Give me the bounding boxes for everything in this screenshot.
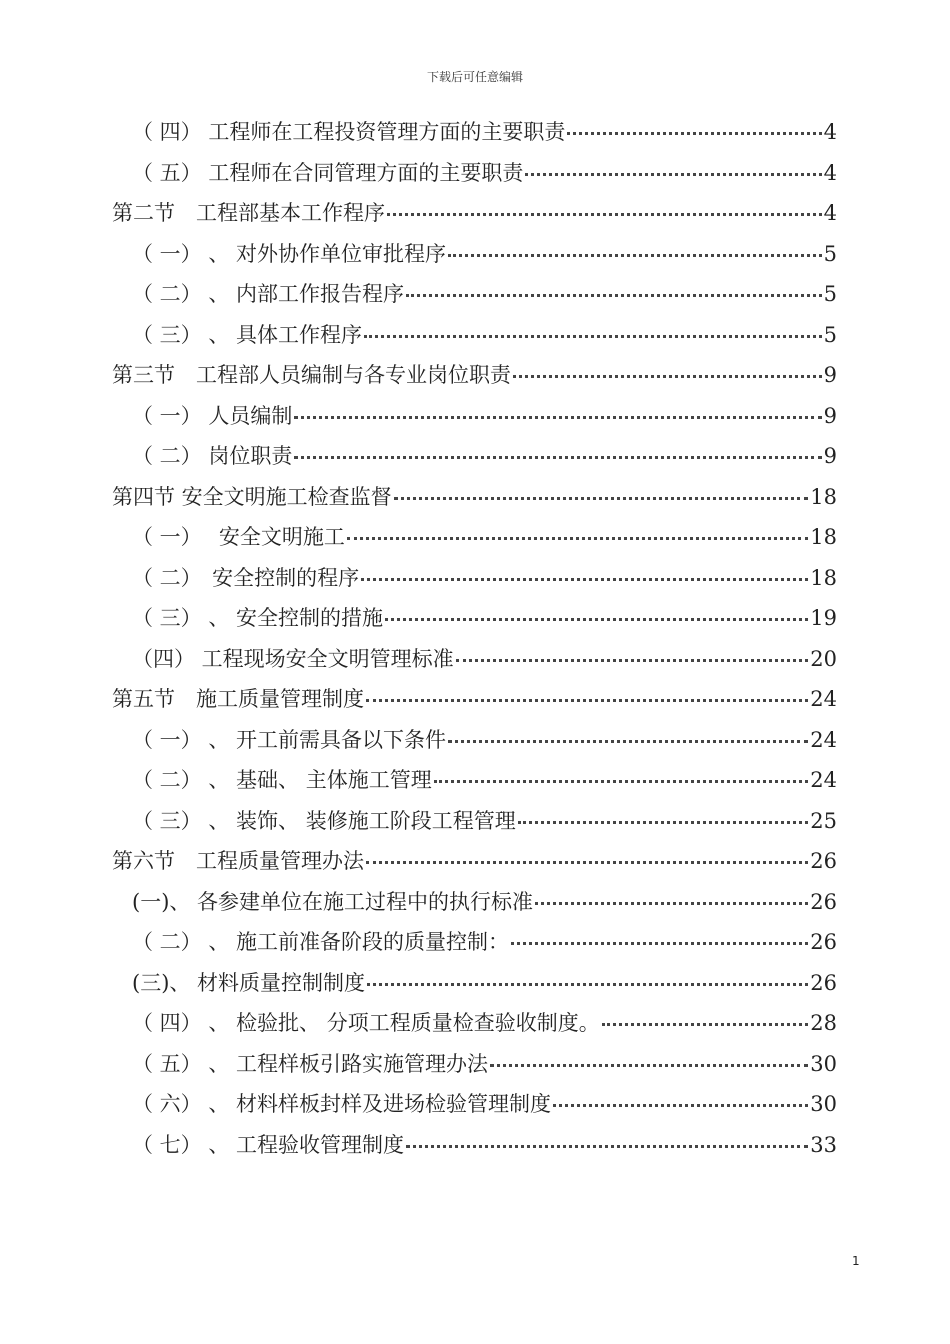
toc-entry-title: （ 二） 、 施工前准备阶段的质量控制： — [132, 930, 510, 954]
toc-dot-leader — [511, 942, 808, 945]
toc-dot-leader — [294, 456, 821, 459]
table-of-contents — [112, 116, 837, 1169]
toc-entry[interactable] — [112, 683, 837, 724]
toc-entry-title: 第六节 工程质量管理办法 — [112, 849, 364, 873]
toc-entry-title: （ 一） 、 对外协作单位审批程序 — [132, 241, 447, 266]
toc-entry-page: 18 — [810, 525, 837, 549]
toc-dot-leader — [367, 983, 808, 986]
toc-entry-title: （ 七） 、 工程验收管理制度 — [132, 1132, 405, 1157]
toc-entry[interactable] — [112, 1088, 837, 1129]
toc-entry-page: 4 — [823, 160, 837, 185]
toc-entry-page: 5 — [823, 241, 837, 266]
toc-entry[interactable] — [112, 521, 837, 562]
toc-dot-leader — [513, 375, 822, 378]
toc-entry[interactable] — [112, 278, 837, 319]
toc-dot-leader — [366, 861, 808, 864]
toc-entry-page: 9 — [823, 444, 837, 468]
toc-entry-title: （ 三） 、 装饰、 装修施工阶段工程管理 — [132, 808, 516, 833]
toc-dot-leader — [448, 254, 822, 257]
toc-entry[interactable] — [112, 1129, 837, 1170]
toc-entry[interactable] — [112, 643, 837, 684]
toc-entry-title: (一)、 各参建单位在施工过程中的执行标准 — [132, 889, 534, 914]
toc-dot-leader — [406, 1145, 808, 1148]
toc-dot-leader — [385, 618, 808, 621]
toc-entry-title: 第五节 施工质量管理制度 — [112, 687, 364, 711]
toc-entry[interactable] — [112, 440, 837, 481]
toc-dot-leader — [294, 416, 821, 419]
toc-entry[interactable] — [112, 1048, 837, 1089]
toc-entry[interactable] — [112, 319, 837, 360]
toc-entry-title: （ 二） 岗位职责 — [132, 444, 293, 468]
toc-entry-page: 26 — [810, 930, 837, 954]
toc-entry[interactable] — [112, 805, 837, 846]
toc-entry[interactable] — [112, 481, 837, 522]
toc-entry[interactable] — [112, 602, 837, 643]
toc-entry-title: （ 四） 工程师在工程投资管理方面的主要职责 — [132, 120, 566, 144]
toc-entry[interactable] — [112, 400, 837, 441]
toc-entry-page: 5 — [823, 282, 837, 306]
toc-entry-page: 9 — [823, 363, 837, 387]
toc-entry[interactable] — [112, 359, 837, 400]
toc-dot-leader — [394, 497, 809, 500]
toc-entry-page: 33 — [810, 1132, 837, 1157]
toc-entry-page: 30 — [810, 1051, 837, 1076]
toc-dot-leader — [347, 537, 808, 540]
toc-dot-leader — [434, 780, 809, 783]
toc-dot-leader — [602, 1023, 809, 1026]
toc-entry-page: 26 — [810, 970, 837, 995]
toc-dot-leader — [366, 699, 808, 702]
toc-entry[interactable] — [112, 764, 837, 805]
toc-entry-page: 18 — [810, 484, 837, 509]
toc-entry-page: 24 — [810, 768, 837, 792]
toc-entry[interactable] — [112, 926, 837, 967]
toc-entry[interactable] — [112, 238, 837, 279]
toc-entry[interactable] — [112, 967, 837, 1008]
toc-entry-title: （ 一） 安全文明施工 — [132, 525, 345, 549]
toc-entry-page: 28 — [810, 1011, 837, 1035]
toc-dot-leader — [406, 294, 822, 297]
toc-dot-leader — [553, 1104, 808, 1107]
toc-dot-leader — [456, 659, 809, 662]
toc-entry[interactable] — [112, 845, 837, 886]
toc-entry-title: （ 二） 、 基础、 主体施工管理 — [132, 768, 432, 792]
toc-entry-title: （四） 工程现场安全文明管理标准 — [132, 646, 454, 671]
toc-entry[interactable] — [112, 157, 837, 198]
toc-entry[interactable] — [112, 724, 837, 765]
toc-entry[interactable] — [112, 562, 837, 603]
toc-entry-title: （ 四） 、 检验批、 分项工程质量检查验收制度。 — [132, 1011, 600, 1035]
toc-entry-page: 5 — [823, 322, 837, 347]
toc-entry-page: 9 — [823, 403, 837, 428]
toc-entry-page: 18 — [810, 565, 837, 590]
toc-entry-title: （ 二） 、 内部工作报告程序 — [132, 282, 405, 306]
page-number: 1 — [852, 1254, 860, 1268]
toc-dot-leader — [387, 213, 822, 216]
toc-entry[interactable] — [112, 886, 837, 927]
toc-dot-leader — [535, 902, 808, 905]
toc-entry-title: 第二节 工程部基本工作程序 — [112, 201, 385, 225]
toc-entry-title: （ 六） 、 材料样板封样及进场检验管理制度 — [132, 1092, 552, 1116]
toc-dot-leader — [518, 821, 809, 824]
document-header-note: 下载后可任意编辑 — [426, 70, 523, 84]
toc-dot-leader — [448, 740, 808, 743]
toc-entry-title: （ 五） 、 工程样板引路实施管理办法 — [132, 1051, 489, 1076]
toc-entry-page: 30 — [810, 1092, 837, 1116]
toc-entry-title: （ 三） 、 安全控制的措施 — [132, 606, 384, 630]
toc-dot-leader — [525, 173, 821, 176]
toc-entry-page: 25 — [810, 808, 837, 833]
toc-entry[interactable] — [112, 116, 837, 157]
toc-entry-page: 24 — [810, 687, 837, 711]
toc-dot-leader — [567, 132, 821, 135]
toc-entry-title: （ 五） 工程师在合同管理方面的主要职责 — [132, 160, 524, 185]
toc-entry-title: 第三节 工程部人员编制与各专业岗位职责 — [112, 363, 511, 387]
toc-entry-title: （ 一） 人员编制 — [132, 403, 293, 428]
toc-entry-page: 24 — [810, 727, 837, 752]
toc-entry-page: 26 — [810, 889, 837, 914]
toc-dot-leader — [361, 578, 808, 581]
toc-entry-title: （ 三） 、 具体工作程序 — [132, 322, 363, 347]
toc-entry-title: 第四节 安全文明施工检查监督 — [112, 484, 392, 509]
toc-entry[interactable] — [112, 197, 837, 238]
toc-dot-leader — [364, 335, 822, 338]
toc-entry-title: (三)、 材料质量控制制度 — [132, 970, 366, 995]
toc-entry-title: （ 二） 安全控制的程序 — [132, 565, 360, 590]
toc-entry[interactable] — [112, 1007, 837, 1048]
toc-entry-page: 20 — [810, 646, 837, 671]
toc-entry-title: （ 一） 、 开工前需具备以下条件 — [132, 727, 447, 752]
toc-entry-page: 19 — [810, 606, 837, 630]
toc-entry-page: 26 — [810, 849, 837, 873]
toc-dot-leader — [490, 1064, 808, 1067]
toc-entry-page: 4 — [823, 201, 837, 225]
toc-entry-page: 4 — [823, 120, 837, 144]
